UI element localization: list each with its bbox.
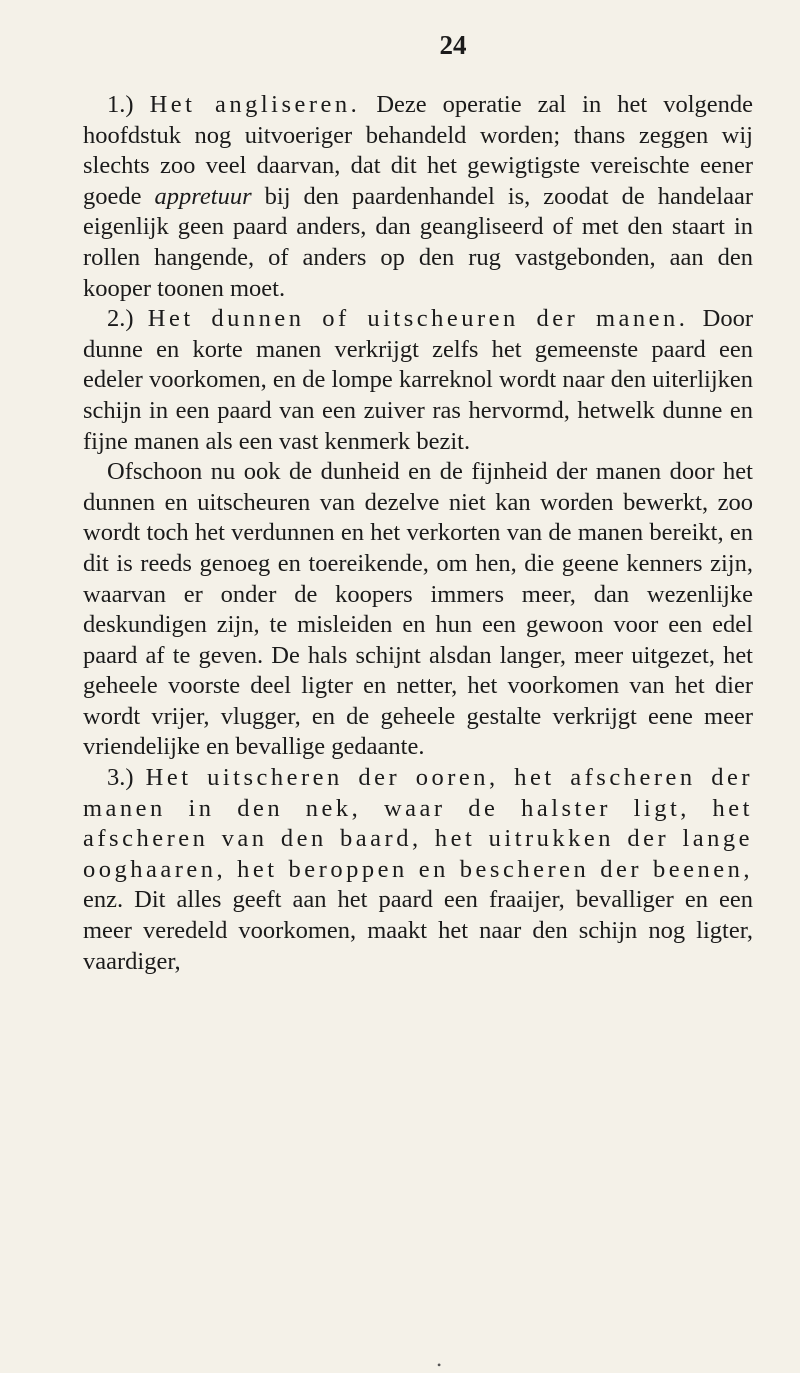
paragraph-2 <box>83 304 753 457</box>
paragraph-text: Deze operatie zal in het volgende hoofdstuk nog uitvoeriger behandeld worden; thans zeggen wij slechts zoo veel daarvan, dat dit het gewigtigste vereischte eener goede <box>83 91 754 210</box>
paragraph-4 <box>83 763 753 977</box>
paragraph-text: enz. Dit alles geeft aan het paard een fraaijer, bevalliger en een meer veredeld voorkomen, maakt het naar den schijn nog ligter, vaardiger, <box>83 886 753 975</box>
item-number: 1.) <box>107 91 134 118</box>
ink-speck: • <box>437 1358 442 1372</box>
italic-term: appretuur <box>154 182 252 210</box>
paragraph-text: bij den paardenhandel is, zoodat de handelaar eigenlijk geen paard anders, dan geangliseerd of met den staart in rollen hangende, of anders op den rug vastgebonden, aan den kooper toonen moet. <box>83 182 754 302</box>
page-number: 24 <box>439 30 467 60</box>
paragraph-1 <box>83 90 753 304</box>
item-number: 3.) <box>107 764 134 792</box>
book-page <box>83 28 753 977</box>
paragraph-3 <box>83 457 753 763</box>
paragraph-text: Ofschoon nu ook de dunheid en de fijnheid der manen door het dunnen en uitscheuren van dezelve niet kan worden bewerkt, zoo wordt toch het verdunnen en het verkorten van de manen bereikt, en dit is reeds genoeg en toereikende, om hen, die geene kenners zijn, waarvan er onder de koopers immers meer, dan wezenlijke deskundigen zijn, te misleiden en hun een gewoon voor een edel paard af te geven. De hals schijnt alsdan langer, meer uitgezet, het geheele voorste deel ligter en netter, het voorkomen van het dier wordt vrijer, vlugger, en de geheele gestalte verkrijgt eene meer vriendelijke en bevallige gedaante. <box>83 458 753 761</box>
item-heading: Het dunnen of uitscheuren der manen. <box>147 305 689 333</box>
paragraph-text: Door dunne en korte manen verkrijgt zelfs het gemeenste paard een edeler voorkomen, en de lompe karreknol wordt naar den uiterlijken schijn in een paard van een zuiver ras hervormd, hetwelk dunne en fijne manen als een vast kenmerk bezit. <box>83 305 753 455</box>
item-heading: Het uitscheren der ooren, het afscheren der manen in den nek, waar de halster ligt, het afscheren van den baard, het uitrukken der lange ooghaaren, het beroppen en bescheren der beenen, <box>83 764 753 883</box>
body-text <box>83 90 753 977</box>
item-heading: Het angliseren. <box>149 91 361 118</box>
item-number: 2.) <box>107 305 134 333</box>
